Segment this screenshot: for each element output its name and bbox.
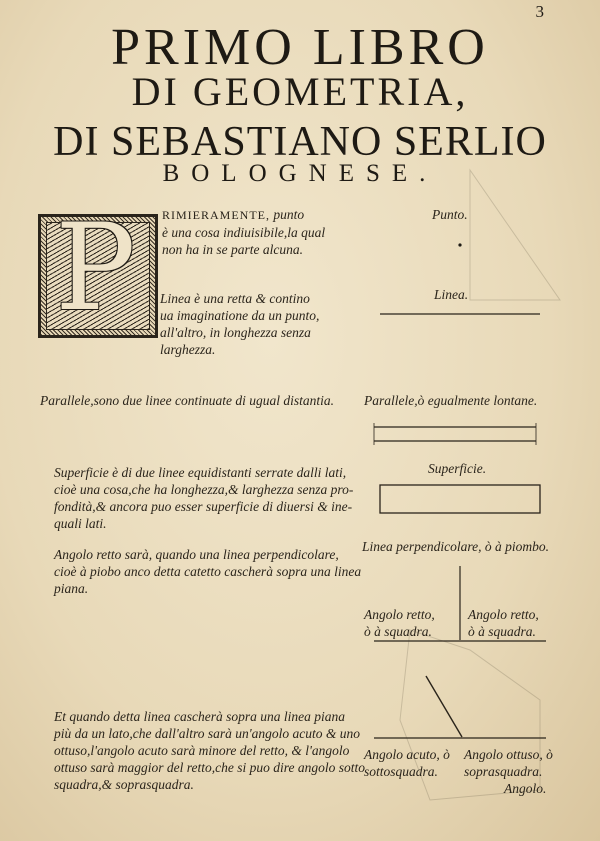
text-line: piana.	[54, 581, 89, 596]
text-line: ua imaginatione da un punto,	[160, 308, 320, 323]
text-line: non ha in se parte alcuna.	[162, 242, 303, 257]
text-line: Superficie è di due linee equidistanti serrate dalli lati,	[54, 465, 347, 480]
text-line: Angolo acuto, ò	[364, 747, 450, 762]
text-line: sottosquadra.	[364, 764, 438, 779]
right-angle-figure	[374, 566, 546, 641]
initial-letter: P	[55, 199, 136, 338]
label-parallele: Parallele,ò egualmente lontane.	[364, 393, 538, 408]
text-line: Angolo retto,	[364, 607, 435, 622]
text-line: larghezza.	[160, 342, 216, 357]
text-line: fondità,& ancora puo esser superficie di diuersi & ine-	[54, 499, 353, 514]
text-line: soprasquadra.	[464, 764, 543, 779]
text-line: più da un lato,che dall'altro sarà un'angolo acuto & uno	[54, 726, 361, 741]
text-line: è una cosa indiuisibile,la qual	[162, 225, 326, 240]
label-punto: Punto.	[432, 207, 468, 222]
text-line: punto	[270, 207, 305, 222]
surface-rectangle-figure	[380, 485, 540, 513]
text-line: ottuso,l'angolo acuto sarà minore del retto, & l'angolo	[54, 743, 350, 758]
text-line: Et quando detta linea cascherà sopra una linea piana	[54, 709, 345, 724]
text-line: Angolo retto,	[468, 607, 539, 622]
page-number: 3	[535, 2, 544, 21]
text-line: Angolo retto sarà, quando una linea perpendicolare,	[54, 547, 339, 562]
text-line: ottuso sarà maggior del retto,che si puo dire angolo sotto	[54, 760, 365, 775]
parallel-lines-figure	[374, 423, 536, 445]
text-line: Linea è una retta & contino	[160, 291, 310, 306]
text-line: Angolo ottuso, ò	[464, 747, 553, 762]
text-line: Parallele,sono due linee continuate di ugual distantia.	[40, 393, 334, 408]
point-figure	[458, 243, 461, 246]
label-angolo: Angolo.	[504, 781, 547, 796]
lead-word: RIMIERAMENTE,	[162, 208, 270, 222]
text-line: quali lati.	[54, 516, 107, 531]
text-line: cioè una cosa,che ha longhezza,& larghezza senza pro-	[54, 482, 354, 497]
label-superficie: Superficie.	[428, 461, 487, 476]
text-line: cioè à piobo anco detta catetto cascherà sopra una linea	[54, 564, 362, 579]
text-line: ò à squadra.	[468, 624, 536, 639]
label-perpendicolare: Linea perpendicolare, ò à piombo.	[362, 539, 549, 554]
title-line-4: BOLOGNESE.	[162, 160, 438, 187]
title-line-2: DI GEOMETRIA,	[131, 69, 469, 114]
text-line: all'altro, in longhezza senza	[160, 325, 311, 340]
title-line-3: DI SEBASTIANO SERLIO	[53, 119, 547, 165]
title-line-1: PRIMO LIBRO	[111, 19, 489, 76]
text-line: squadra,& soprasquadra.	[54, 777, 194, 792]
label-linea: Linea.	[434, 287, 469, 302]
text-line: ò à squadra.	[364, 624, 432, 639]
